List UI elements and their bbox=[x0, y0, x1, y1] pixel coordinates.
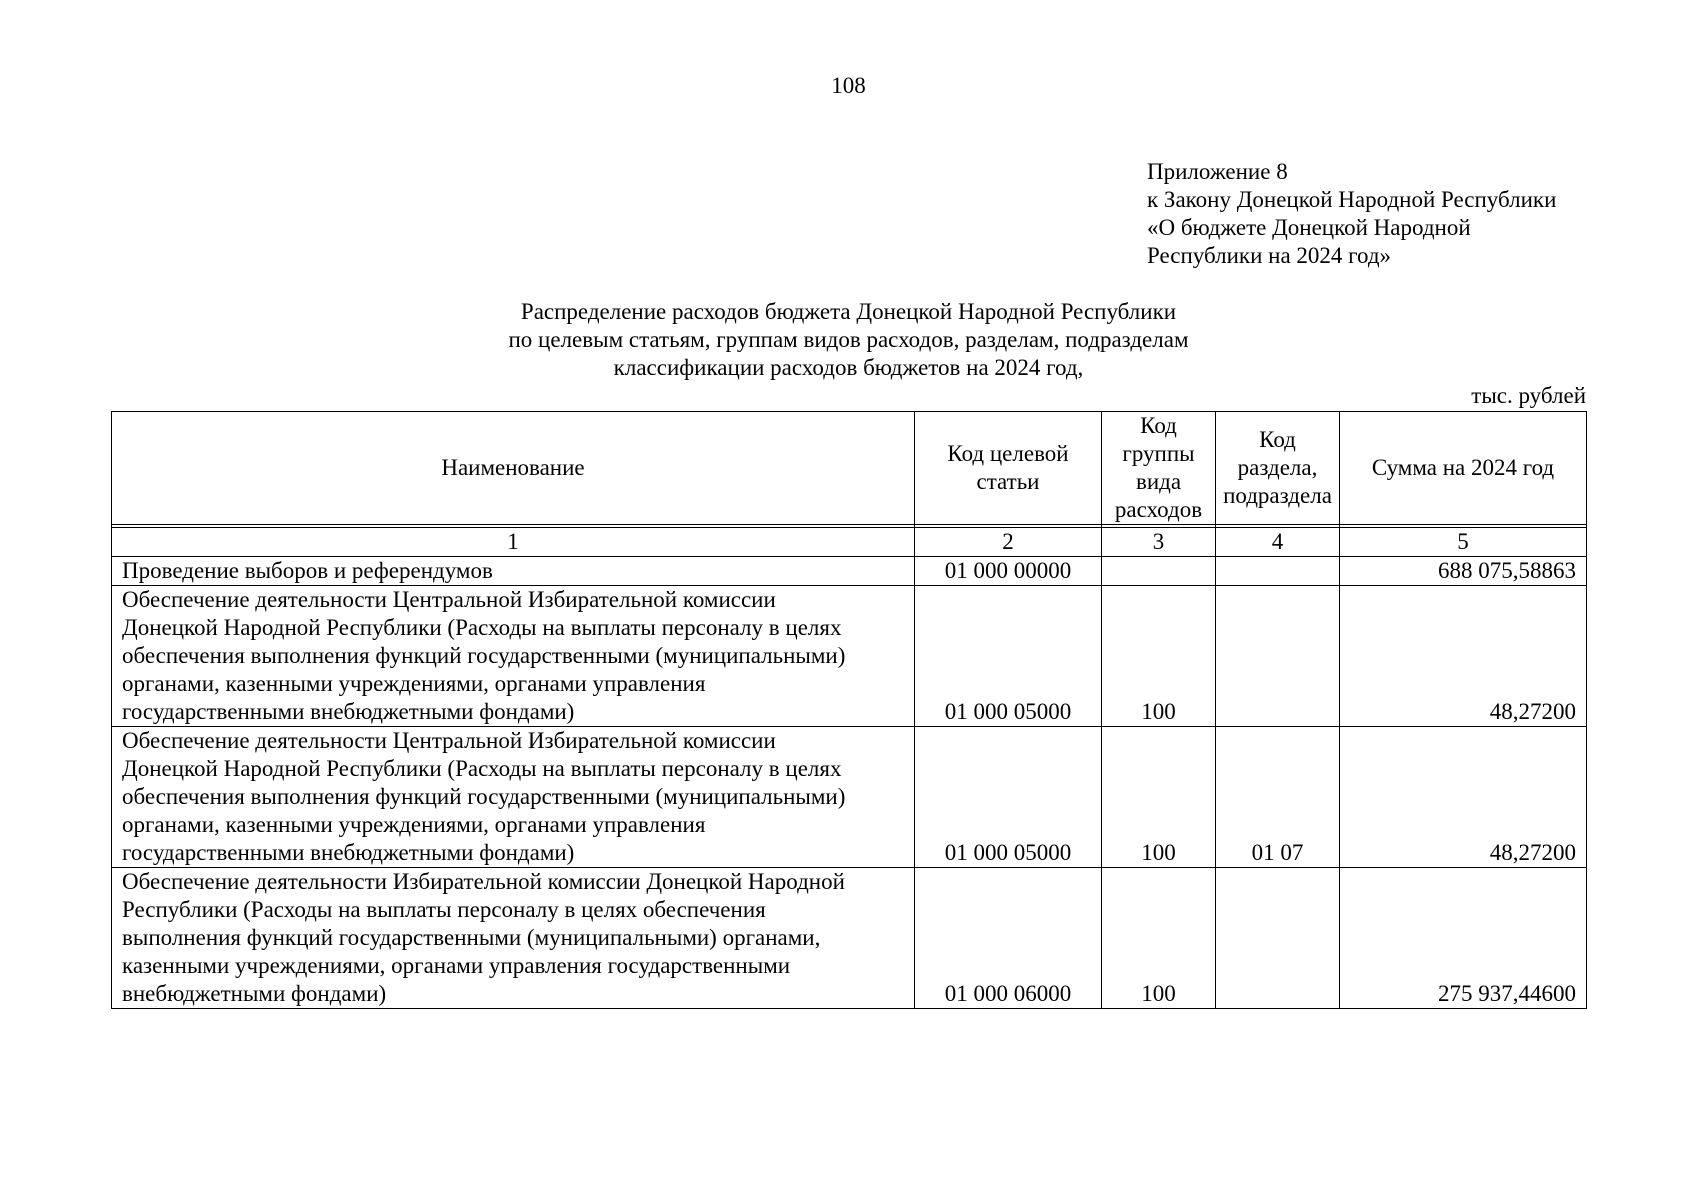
header-line: вида bbox=[1135, 469, 1182, 494]
row-name-line: государственными внебюджетными фондами) bbox=[122, 840, 575, 865]
header-line: подраздела bbox=[1223, 483, 1332, 508]
header-name: Наименование bbox=[112, 412, 915, 525]
title-line: по целевым статьям, группам видов расходов, разделам, подразделам bbox=[508, 327, 1189, 352]
header-line: статьи bbox=[976, 469, 1040, 494]
column-number: 4 bbox=[1216, 528, 1340, 557]
header-line: раздела, bbox=[1237, 455, 1318, 480]
appendix-line: Республики на 2024 год» bbox=[1147, 243, 1392, 268]
units-label: тыс. рублей bbox=[1471, 383, 1586, 408]
row-name-line: Донецкой Народной Республики (Расходы на выплаты персоналу в целях bbox=[122, 615, 842, 640]
row-name-line: обеспечения выполнения функций государственными (муниципальными) bbox=[122, 784, 846, 809]
row-name bbox=[112, 586, 915, 727]
row-target-code: 01 000 05000 bbox=[915, 727, 1102, 868]
table-row bbox=[112, 868, 1587, 1009]
row-group-code: 100 bbox=[1102, 586, 1216, 727]
row-name-line: Республики (Расходы на выплаты персоналу в целях обеспечения bbox=[122, 897, 766, 922]
row-name-line: Обеспечение деятельности Центральной Избирательной комиссии bbox=[122, 587, 776, 612]
appendix-line: Приложение 8 bbox=[1147, 159, 1288, 184]
header-line: расходов bbox=[1114, 497, 1203, 522]
row-name-line: государственными внебюджетными фондами) bbox=[122, 699, 575, 724]
row-group-code: 100 bbox=[1102, 868, 1216, 1009]
header-target-code bbox=[915, 412, 1102, 525]
row-amount: 48,27200 bbox=[1340, 727, 1587, 868]
header-sum: Сумма на 2024 год bbox=[1340, 412, 1587, 525]
table-row bbox=[112, 727, 1587, 868]
header-line: Код целевой bbox=[947, 441, 1069, 466]
row-amount: 48,27200 bbox=[1340, 586, 1587, 727]
row-name-line: органами, казенными учреждениями, органами управления bbox=[122, 812, 706, 837]
column-number: 1 bbox=[112, 528, 915, 557]
column-number: 3 bbox=[1102, 528, 1216, 557]
row-group-code: 100 bbox=[1102, 727, 1216, 868]
appendix-note bbox=[1147, 158, 1667, 270]
document-title bbox=[0, 298, 1697, 382]
header-line: Код bbox=[1259, 427, 1296, 452]
column-number: 2 bbox=[915, 528, 1102, 557]
row-group-code bbox=[1102, 557, 1216, 586]
row-name-line: Обеспечение деятельности Центральной Избирательной комиссии bbox=[122, 728, 776, 753]
row-section-code bbox=[1216, 586, 1340, 727]
table-row bbox=[112, 557, 1587, 586]
row-name-line: Обеспечение деятельности Избирательной комиссии Донецкой Народной bbox=[122, 869, 845, 894]
row-name-line: органами, казенными учреждениями, органами управления bbox=[122, 671, 706, 696]
row-name: Проведение выборов и референдумов bbox=[112, 557, 915, 586]
row-name-line: казенными учреждениями, органами управления государственными bbox=[122, 953, 791, 978]
row-section-code bbox=[1216, 868, 1340, 1009]
header-line: группы bbox=[1122, 441, 1195, 466]
row-name bbox=[112, 868, 915, 1009]
row-target-code: 01 000 00000 bbox=[915, 557, 1102, 586]
budget-table bbox=[111, 411, 1587, 1009]
title-line: Распределение расходов бюджета Донецкой Народной Республики bbox=[520, 299, 1177, 324]
row-name-line: обеспечения выполнения функций государственными (муниципальными) bbox=[122, 643, 846, 668]
row-amount: 275 937,44600 bbox=[1340, 868, 1587, 1009]
row-name-line: выполнения функций государственными (муниципальными) органами, bbox=[122, 925, 821, 950]
header-line: Код bbox=[1140, 413, 1177, 438]
table-header-row bbox=[112, 412, 1587, 525]
header-group-code bbox=[1102, 412, 1216, 525]
header-section-code bbox=[1216, 412, 1340, 525]
row-target-code: 01 000 06000 bbox=[915, 868, 1102, 1009]
row-section-code bbox=[1216, 557, 1340, 586]
row-amount: 688 075,58863 bbox=[1340, 557, 1587, 586]
column-number-row bbox=[112, 528, 1587, 557]
row-section-code: 01 07 bbox=[1216, 727, 1340, 868]
column-number: 5 bbox=[1340, 528, 1587, 557]
appendix-line: «О бюджете Донецкой Народной bbox=[1147, 215, 1471, 240]
row-target-code: 01 000 05000 bbox=[915, 586, 1102, 727]
appendix-line: к Закону Донецкой Народной Республики bbox=[1147, 187, 1557, 212]
table-row bbox=[112, 586, 1587, 727]
row-name-line: внебюджетными фондами) bbox=[122, 981, 387, 1006]
row-name-line: Донецкой Народной Республики (Расходы на выплаты персоналу в целях bbox=[122, 756, 842, 781]
row-name bbox=[112, 727, 915, 868]
title-line: классификации расходов бюджетов на 2024 год, bbox=[613, 355, 1084, 380]
page-number: 108 bbox=[831, 73, 866, 98]
